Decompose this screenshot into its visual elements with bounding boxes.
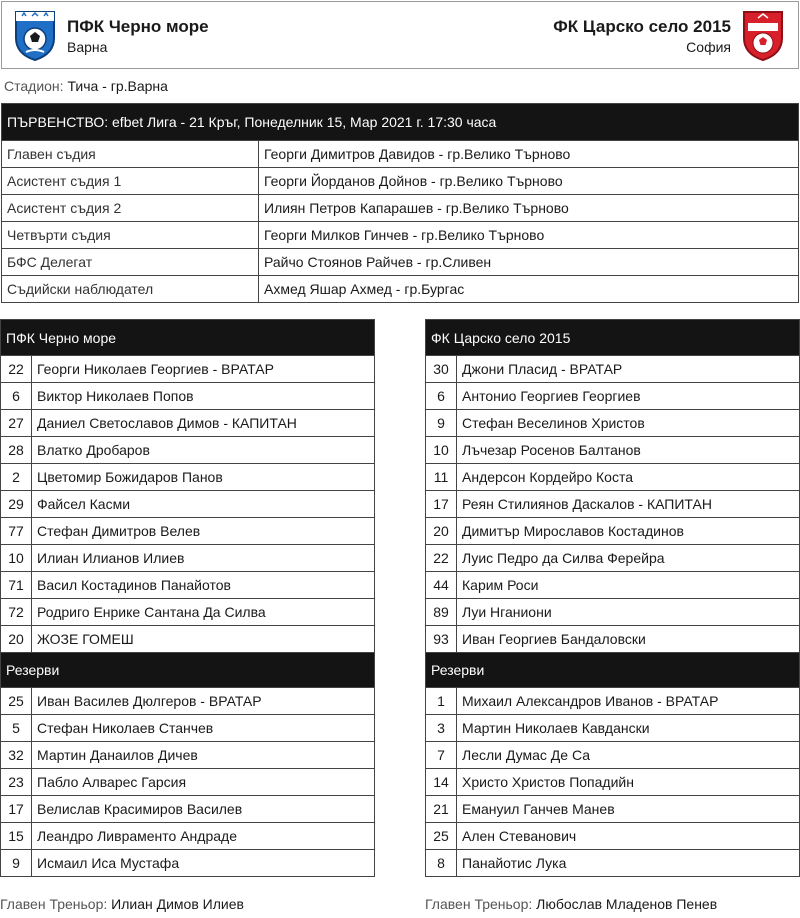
away-player-row[interactable] (426, 410, 800, 437)
player-number: 28 (1, 437, 32, 464)
away-squad-header (426, 320, 800, 356)
player-name[interactable]: Стефан Веселинов Христов (457, 410, 800, 437)
away-squad-title: ФК Царско село 2015 (426, 320, 800, 356)
player-name[interactable]: Даниел Светославов Димов - КАПИТАН (32, 410, 375, 437)
home-player-row[interactable] (1, 688, 375, 715)
player-name[interactable]: Файсел Касми (32, 491, 375, 518)
player-number: 21 (426, 796, 457, 823)
player-name[interactable]: Исмаил Иса Мустафа (32, 850, 375, 877)
official-name: Георги Димитров Давидов - гр.Велико Търново (259, 141, 799, 168)
player-number: 89 (426, 599, 457, 626)
player-name[interactable]: Луи Нганиони (457, 599, 800, 626)
away-team-city: София (686, 39, 731, 55)
player-number: 20 (1, 626, 32, 653)
away-player-row[interactable] (426, 742, 800, 769)
player-name[interactable]: Леандро Ливраменто Андраде (32, 823, 375, 850)
official-role: Главен съдия (2, 141, 259, 168)
home-squad-table (0, 319, 375, 877)
player-number: 22 (1, 356, 32, 383)
away-coach-line (425, 896, 717, 912)
home-team-name[interactable]: ПФК Черно море (67, 17, 209, 36)
away-player-row[interactable] (426, 437, 800, 464)
player-number: 30 (426, 356, 457, 383)
match-header (1, 1, 799, 69)
player-name[interactable]: Васил Костадинов Панайотов (32, 572, 375, 599)
reserves-label: Резерви (1, 653, 375, 688)
player-number: 25 (1, 688, 32, 715)
player-name[interactable]: Христо Христов Попадийн (457, 769, 800, 796)
player-number: 20 (426, 518, 457, 545)
away-coach-label: Главен Треньор: (425, 896, 533, 912)
player-number: 44 (426, 572, 457, 599)
away-player-row[interactable] (426, 383, 800, 410)
player-number: 25 (426, 823, 457, 850)
player-name[interactable]: Родриго Енрике Сантана Да Силва (32, 599, 375, 626)
home-player-row[interactable] (1, 356, 375, 383)
player-number: 1 (426, 688, 457, 715)
home-player-row[interactable] (1, 572, 375, 599)
player-number: 17 (426, 491, 457, 518)
official-name: Райчо Стоянов Райчев - гр.Сливен (259, 249, 799, 276)
player-name[interactable]: Карим Роси (457, 572, 800, 599)
away-player-row[interactable] (426, 491, 800, 518)
home-squad-header (1, 320, 375, 356)
player-name[interactable]: Стефан Николаев Станчев (32, 715, 375, 742)
player-name[interactable]: Влатко Дробаров (32, 437, 375, 464)
player-number: 29 (1, 491, 32, 518)
player-number: 71 (1, 572, 32, 599)
player-name[interactable]: Виктор Николаев Попов (32, 383, 375, 410)
player-number: 32 (1, 742, 32, 769)
away-squad-table (425, 319, 800, 877)
player-number: 93 (426, 626, 457, 653)
away-player-row[interactable] (426, 769, 800, 796)
away-player-row[interactable] (426, 599, 800, 626)
player-number: 9 (426, 410, 457, 437)
player-name[interactable]: Емануил Ганчев Манев (457, 796, 800, 823)
player-number: 77 (1, 518, 32, 545)
home-player-row[interactable] (1, 769, 375, 796)
player-name[interactable]: Мартин Николаев Кавдански (457, 715, 800, 742)
away-player-row[interactable] (426, 796, 800, 823)
player-name[interactable]: Иван Георгиев Бандаловски (457, 626, 800, 653)
home-player-row[interactable] (1, 626, 375, 653)
match-info-table (1, 103, 799, 303)
player-number: 72 (1, 599, 32, 626)
player-name[interactable]: Панайотис Лука (457, 850, 800, 877)
home-player-row[interactable] (1, 437, 375, 464)
home-player-row[interactable] (1, 464, 375, 491)
home-player-row[interactable] (1, 545, 375, 572)
player-name[interactable]: Пабло Алварес Гарсия (32, 769, 375, 796)
tsarsko-selo-crest-icon[interactable] (740, 8, 786, 62)
away-coach-name[interactable]: Любослав Младенов Пенев (536, 896, 718, 912)
official-row (2, 249, 799, 276)
away-player-row[interactable] (426, 356, 800, 383)
away-player-row[interactable] (426, 572, 800, 599)
player-name[interactable]: Джони Пласид - ВРАТАР (457, 356, 800, 383)
official-role: Асистент съдия 2 (2, 195, 259, 222)
player-name[interactable]: Стефан Димитров Велев (32, 518, 375, 545)
home-team-city: Варна (67, 39, 108, 55)
player-name[interactable]: Луис Педро да Силва Ферейра (457, 545, 800, 572)
away-player-row[interactable] (426, 850, 800, 877)
player-name[interactable]: Мартин Данаилов Дичев (32, 742, 375, 769)
home-coach-line (0, 896, 244, 912)
away-player-row[interactable] (426, 626, 800, 653)
player-name[interactable]: Георги Николаев Георгиев - ВРАТАР (32, 356, 375, 383)
player-name[interactable]: Андерсон Кордейро Коста (457, 464, 800, 491)
official-row (2, 141, 799, 168)
away-team-name[interactable]: ФК Царско село 2015 (553, 17, 731, 36)
official-name: Илиян Петров Капарашев - гр.Велико Търново (259, 195, 799, 222)
home-player-row[interactable] (1, 715, 375, 742)
player-number: 3 (426, 715, 457, 742)
player-name[interactable]: Реян Стилиянов Даскалов - КАПИТАН (457, 491, 800, 518)
stadium-label: Стадион: (4, 78, 64, 94)
player-number: 15 (1, 823, 32, 850)
home-player-row[interactable] (1, 796, 375, 823)
player-name[interactable]: Цветомир Божидаров Панов (32, 464, 375, 491)
player-name[interactable]: Лесли Думас Де Са (457, 742, 800, 769)
home-player-row[interactable] (1, 383, 375, 410)
home-player-row[interactable] (1, 410, 375, 437)
away-player-row[interactable] (426, 688, 800, 715)
player-number: 9 (1, 850, 32, 877)
official-name: Георги Милков Гинчев - гр.Велико Търново (259, 222, 799, 249)
stadium-line (4, 78, 168, 94)
official-row (2, 168, 799, 195)
official-role: Асистент съдия 1 (2, 168, 259, 195)
competition-label: ПЪРВЕНСТВО: (7, 114, 109, 130)
home-player-row[interactable] (1, 599, 375, 626)
official-row (2, 222, 799, 249)
player-name[interactable]: Антонио Георгиев Георгиев (457, 383, 800, 410)
official-name: Ахмед Яшар Ахмед - гр.Бургас (259, 276, 799, 303)
player-name[interactable]: Димитър Мирославов Костадинов (457, 518, 800, 545)
official-role: Съдийски наблюдател (2, 276, 259, 303)
player-number: 14 (426, 769, 457, 796)
competition-cell (2, 104, 799, 141)
home-coach-name[interactable]: Илиан Димов Илиев (111, 896, 244, 912)
away-player-row[interactable] (426, 823, 800, 850)
home-player-row[interactable] (1, 491, 375, 518)
away-reserves-header (426, 653, 800, 688)
player-number: 6 (426, 383, 457, 410)
player-name[interactable]: Михаил Александров Иванов - ВРАТАР (457, 688, 800, 715)
player-number: 7 (426, 742, 457, 769)
official-row (2, 195, 799, 222)
official-role: Четвърти съдия (2, 222, 259, 249)
player-name[interactable]: Велислав Красимиров Василев (32, 796, 375, 823)
player-name[interactable]: Иван Василев Дюлгеров - ВРАТАР (32, 688, 375, 715)
player-number: 6 (1, 383, 32, 410)
away-player-row[interactable] (426, 715, 800, 742)
cherno-more-crest-icon[interactable] (12, 8, 58, 62)
player-number: 2 (1, 464, 32, 491)
home-coach-label: Главен Треньор: (0, 896, 108, 912)
competition-value: efbet Лига - 21 Кръг, Понеделник 15, Мар 2021 г. 17:30 часа (112, 114, 497, 130)
player-number: 11 (426, 464, 457, 491)
home-player-row[interactable] (1, 823, 375, 850)
officials-list (2, 141, 799, 303)
player-name[interactable]: ЖОЗЕ ГОМЕШ (32, 626, 375, 653)
player-name[interactable]: Илиан Илианов Илиев (32, 545, 375, 572)
home-player-row[interactable] (1, 742, 375, 769)
away-player-row[interactable] (426, 518, 800, 545)
player-name[interactable]: Ален Стеванович (457, 823, 800, 850)
reserves-label: Резерви (426, 653, 800, 688)
player-name[interactable]: Лъчезар Росенов Балтанов (457, 437, 800, 464)
official-name: Георги Йорданов Дойнов - гр.Велико Търново (259, 168, 799, 195)
official-row (2, 276, 799, 303)
home-player-row[interactable] (1, 850, 375, 877)
player-number: 8 (426, 850, 457, 877)
home-squad-title: ПФК Черно море (1, 320, 375, 356)
player-number: 22 (426, 545, 457, 572)
player-number: 17 (1, 796, 32, 823)
player-number: 5 (1, 715, 32, 742)
player-number: 10 (1, 545, 32, 572)
official-role: БФС Делегат (2, 249, 259, 276)
away-player-row[interactable] (426, 464, 800, 491)
home-player-row[interactable] (1, 518, 375, 545)
player-number: 23 (1, 769, 32, 796)
stadium-value: Тича - гр.Варна (67, 78, 168, 94)
away-player-row[interactable] (426, 545, 800, 572)
home-reserves-header (1, 653, 375, 688)
player-number: 27 (1, 410, 32, 437)
player-number: 10 (426, 437, 457, 464)
competition-row (2, 104, 799, 141)
